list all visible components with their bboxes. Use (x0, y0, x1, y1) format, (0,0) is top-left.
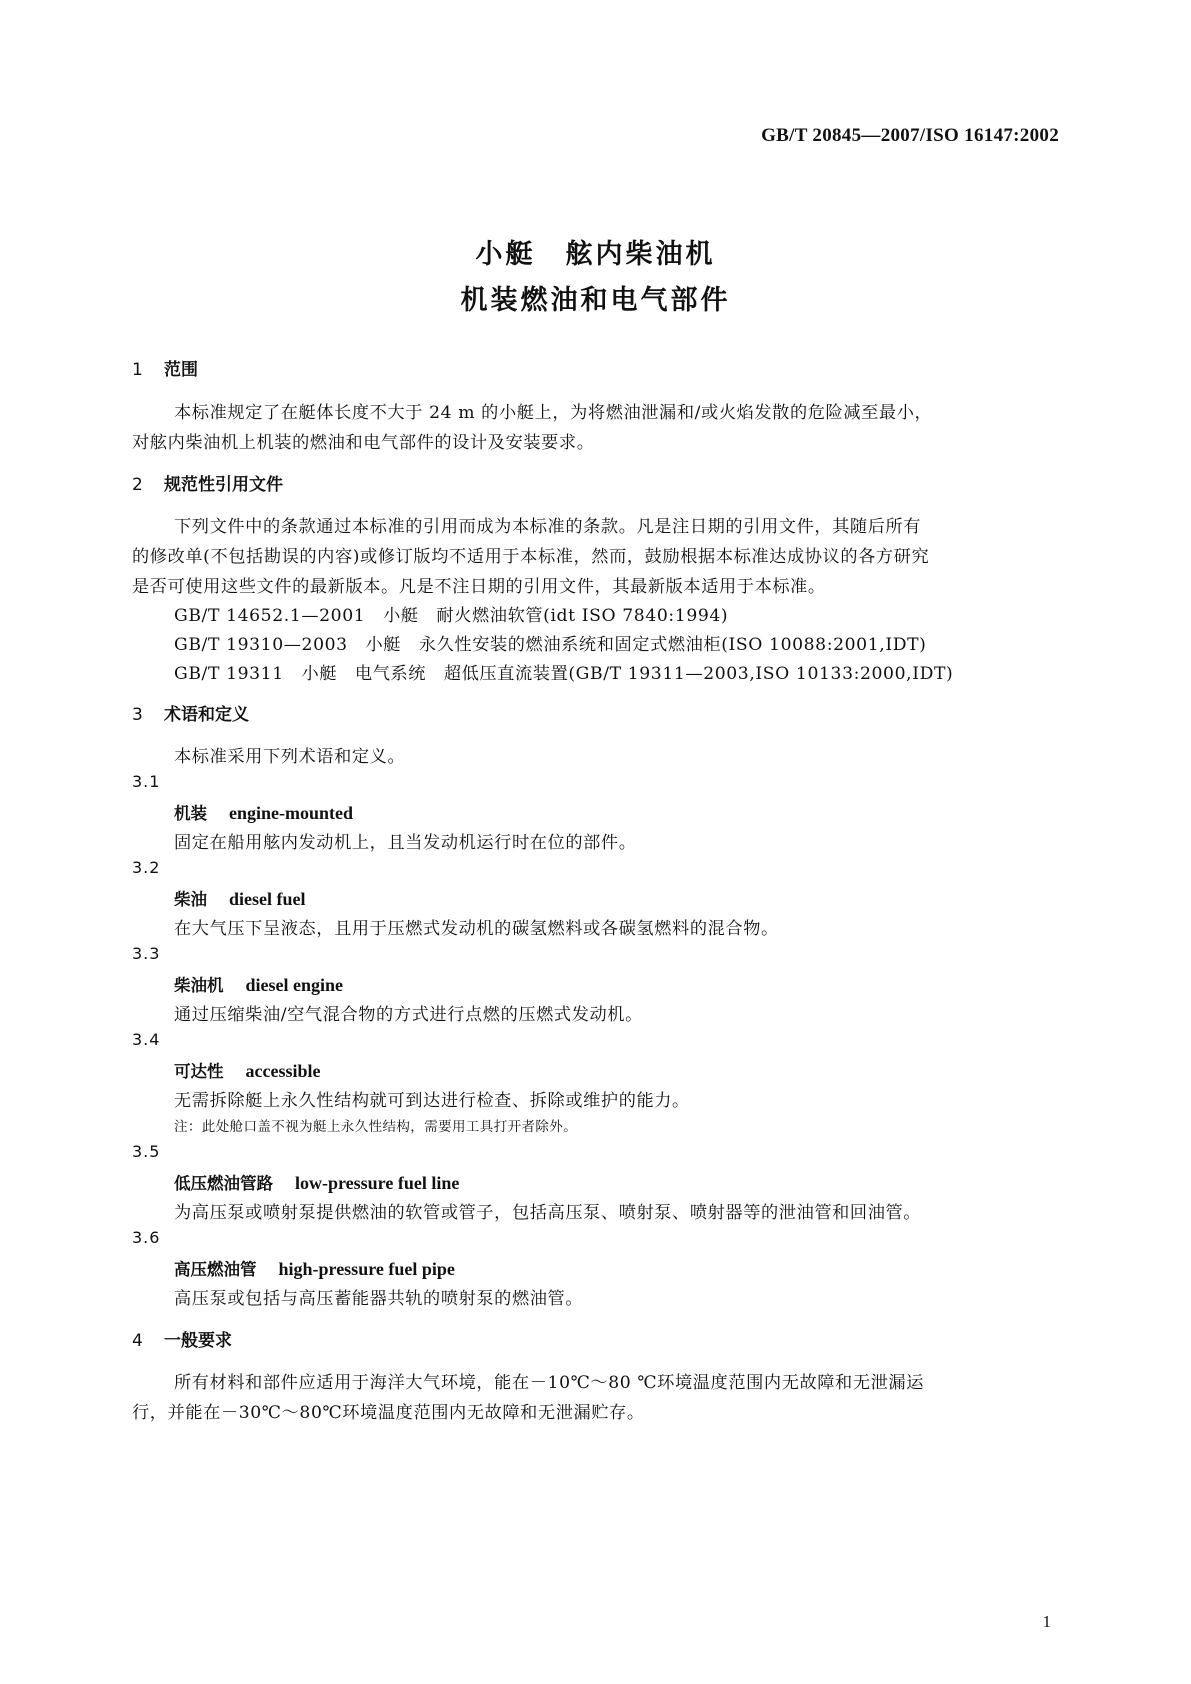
paragraph-line: 本标准规定了在艇体长度不大于 24 m 的小艇上，为将燃油泄漏和/或火焰发散的危险减至最小， (174, 403, 933, 423)
clause-number: 3.1 (132, 772, 161, 791)
section-heading (132, 355, 198, 380)
document-title-line-1: 小艇 舷内柴油机 (475, 239, 716, 270)
term-definition: 无需拆除艇上永久性结构就可到达进行检查、拆除或维护的能力。 (174, 1091, 690, 1111)
term-zh: 高压燃油管 (174, 1260, 257, 1279)
clause-number: 3.4 (132, 1030, 161, 1049)
paragraph-line: 所有材料和部件应适用于海洋大气环境，能在－10℃～80 ℃环境温度范围内无故障和无泄漏运 (174, 1373, 924, 1393)
term-en: accessible (245, 1061, 321, 1081)
document-title-line-2: 机装燃油和电气部件 (460, 285, 731, 316)
term-heading (174, 972, 343, 996)
paragraph-line: 行，并能在－30℃～80℃环境温度范围内无故障和无泄漏贮存。 (132, 1403, 645, 1423)
clause-number: 3.5 (132, 1142, 161, 1161)
paragraph-line: 的修改单(不包括勘误的内容)或修订版均不适用于本标准，然而，鼓励根据本标准达成协议的各方研究 (132, 547, 930, 567)
section-title: 一般要求 (164, 1331, 232, 1351)
term-heading (174, 800, 353, 824)
term-heading (174, 1170, 459, 1194)
term-definition: 通过压缩柴油/空气混合物的方式进行点燃的压燃式发动机。 (174, 1005, 643, 1025)
term-heading (174, 1256, 455, 1280)
term-note: 注：此处舱口盖不视为艇上永久性结构，需要用工具打开者除外。 (174, 1119, 578, 1135)
section-heading (132, 470, 283, 495)
term-en: low-pressure fuel line (295, 1173, 460, 1193)
term-definition: 高压泵或包括与高压蓄能器共轨的喷射泵的燃油管。 (174, 1289, 584, 1309)
paragraph-line: 对舷内柴油机上机装的燃油和电气部件的设计及安装要求。 (132, 433, 595, 453)
section-number: 3 (132, 705, 143, 725)
term-zh: 柴油机 (174, 976, 224, 995)
section-heading (132, 1326, 232, 1351)
section-number: 2 (132, 475, 143, 495)
section-heading (132, 700, 249, 725)
section-title: 范围 (164, 360, 198, 380)
clause-number: 3.2 (132, 858, 161, 877)
term-zh: 可达性 (174, 1062, 224, 1081)
term-definition: 为高压泵或喷射泵提供燃油的软管或管子，包括高压泵、喷射泵、喷射器等的泄油管和回油管。 (174, 1203, 922, 1223)
term-en: diesel engine (245, 975, 343, 995)
reference-item: GB/T 19310—2003 小艇 永久性安装的燃油系统和固定式燃油柜(ISO 10088:2001,IDT) (174, 635, 927, 655)
clause-number: 3.6 (132, 1228, 161, 1247)
section-number: 4 (132, 1331, 143, 1351)
reference-item: GB/T 19311 小艇 电气系统 超低压直流装置(GB/T 19311—2003,ISO 10133:2000,IDT) (174, 664, 954, 684)
paragraph-line: 本标准采用下列术语和定义。 (174, 747, 406, 767)
section-number: 1 (132, 360, 143, 380)
page-number: 1 (1042, 1612, 1051, 1631)
term-definition: 在大气压下呈液态，且用于压燃式发动机的碳氢燃料或各碳氢燃料的混合物。 (174, 919, 779, 939)
standard-code: GB/T 20845—2007/ISO 16147:2002 (761, 125, 1059, 146)
term-en: engine-mounted (229, 803, 354, 823)
term-heading (174, 886, 306, 910)
term-zh: 柴油 (174, 890, 207, 909)
term-zh: 低压燃油管路 (174, 1174, 273, 1193)
section-title: 术语和定义 (164, 705, 249, 725)
clause-number: 3.3 (132, 944, 161, 963)
section-title: 规范性引用文件 (164, 475, 283, 495)
term-heading (174, 1058, 320, 1082)
term-en: high-pressure fuel pipe (278, 1259, 455, 1279)
term-en: diesel fuel (229, 889, 306, 909)
reference-item: GB/T 14652.1—2001 小艇 耐火燃油软管(idt ISO 7840:1994) (174, 606, 729, 626)
term-zh: 机装 (174, 804, 207, 823)
paragraph-line: 是否可使用这些文件的最新版本。凡是不注日期的引用文件，其最新版本适用于本标准。 (132, 577, 826, 597)
term-definition: 固定在船用舷内发动机上，且当发动机运行时在位的部件。 (174, 833, 637, 853)
paragraph-line: 下列文件中的条款通过本标准的引用而成为本标准的条款。凡是注日期的引用文件，其随后所有 (174, 517, 922, 537)
